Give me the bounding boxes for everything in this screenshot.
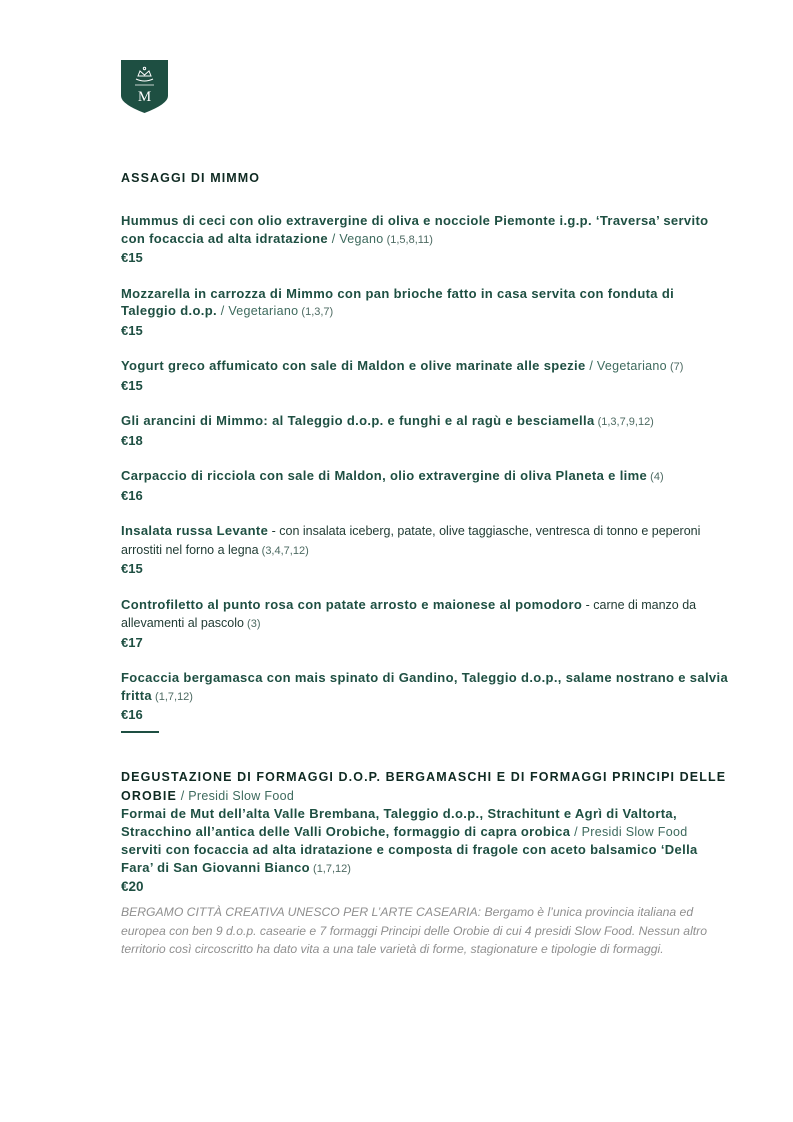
allergens: (3) bbox=[244, 618, 261, 630]
menu-item bbox=[121, 412, 731, 449]
menu-item bbox=[121, 669, 731, 724]
cheese-serving: serviti con focaccia ad alta idratazione e composta di fragole con aceto balsamico ‘Della Fara’ di San Giovanni Bianco bbox=[121, 842, 698, 875]
dish-name: Carpaccio di ricciola con sale di Maldon, olio extravergine di oliva Planeta e lime bbox=[121, 468, 648, 483]
diet-tag: / Vegano bbox=[328, 231, 384, 246]
cheese-tasting-title: DEGUSTAZIONE DI FORMAGGI D.O.P. BERGAMASCHI E DI FORMAGGI PRINCIPI DELLE OROBIE bbox=[121, 770, 727, 803]
dish-name: Controfiletto al punto rosa con patate arrosto e maionese al pomodoro bbox=[121, 596, 583, 612]
allergens: (1,3,7,9,12) bbox=[594, 416, 654, 428]
dish-price: €18 bbox=[121, 432, 143, 448]
dish-price: €16 bbox=[121, 707, 143, 722]
unesco-note: BERGAMO CITTÀ CREATIVA UNESCO PER L’ARTE CASEARIA: Bergamo è l’unica provincia italiana ed europea con ben 9 d.o.p. casearie e 7 formaggi Principi delle Orobie di cui 4 presidi Slow Food. Nessun altro territorio così circoscritto ha dato vita a una tale varietà di forme, stagionature e tipologie di formaggi. bbox=[121, 905, 708, 956]
allergens: (1,7,12) bbox=[152, 690, 193, 703]
dish-name: Mozzarella in carrozza di Mimmo con pan brioche fatto in casa servita con fonduta di Taleggio d.o.p. bbox=[121, 285, 675, 318]
allergens: (4) bbox=[647, 471, 664, 483]
menu-item bbox=[121, 467, 731, 504]
section-divider bbox=[121, 731, 159, 733]
menu-item bbox=[121, 357, 731, 394]
cheese-list: Formai de Mut dell’alta Valle Brembana, Taleggio d.o.p., Strachitunt e Agrì di Valtorta, Stracchino all’antica delle Valli Orobiche, formaggio di capra orobica bbox=[121, 806, 677, 839]
dish-name: Insalata russa Levante bbox=[121, 523, 269, 538]
diet-tag: / Vegetariano bbox=[217, 304, 299, 318]
cheese-tasting-price: €20 bbox=[121, 879, 144, 894]
dish-description: - carne di manzo da allevamenti al pascolo bbox=[121, 597, 697, 630]
allergens: (1,5,8,11) bbox=[383, 233, 433, 246]
dish-name: Gli arancini di Mimmo: al Taleggio d.o.p. e funghi e al ragù e besciamella bbox=[121, 413, 595, 428]
dish-price: €15 bbox=[121, 322, 143, 338]
menu-item bbox=[121, 212, 731, 267]
allergens: (3,4,7,12) bbox=[258, 544, 309, 557]
dish-price: €16 bbox=[121, 487, 143, 503]
cheese-tasting-body bbox=[121, 805, 731, 878]
logo-monogram: M bbox=[137, 89, 152, 105]
dish-price: €15 bbox=[121, 250, 143, 265]
menu-list bbox=[121, 212, 731, 742]
allergens: (7) bbox=[666, 361, 684, 373]
menu-item bbox=[121, 596, 731, 652]
restaurant-logo bbox=[121, 60, 168, 113]
dish-name: Focaccia bergamasca con mais spinato di Gandino, Taleggio d.o.p., salame nostrano e salvia fritta bbox=[121, 670, 729, 703]
menu-item bbox=[121, 285, 731, 340]
diet-tag: / Vegetariano bbox=[585, 359, 667, 373]
dish-price: €15 bbox=[121, 561, 143, 576]
dish-price: €15 bbox=[121, 377, 143, 393]
cheese-tasting-title-tag: / Presidi Slow Food bbox=[176, 788, 295, 803]
allergens: (1,7,12) bbox=[309, 862, 351, 875]
dish-price: €17 bbox=[121, 634, 143, 650]
dish-description: - con insalata iceberg, patate, olive taggiasche, ventresca di tonno e peperoni arrostiti nel forno a legna bbox=[121, 524, 701, 557]
slow-food-tag: / Presidi Slow Food bbox=[570, 824, 688, 839]
dish-name: Yogurt greco affumicato con sale di Maldon e olive marinate alle spezie bbox=[121, 358, 586, 373]
menu-item bbox=[121, 522, 731, 578]
section-title: ASSAGGI DI MIMMO bbox=[121, 171, 261, 185]
allergens: (1,3,7) bbox=[298, 306, 334, 318]
cheese-tasting-section bbox=[121, 768, 731, 896]
dish-name: Hummus di ceci con olio extravergine di oliva e nocciole Piemonte i.g.p. ‘Traversa’ servito con focaccia ad alta idratazione bbox=[121, 213, 709, 246]
